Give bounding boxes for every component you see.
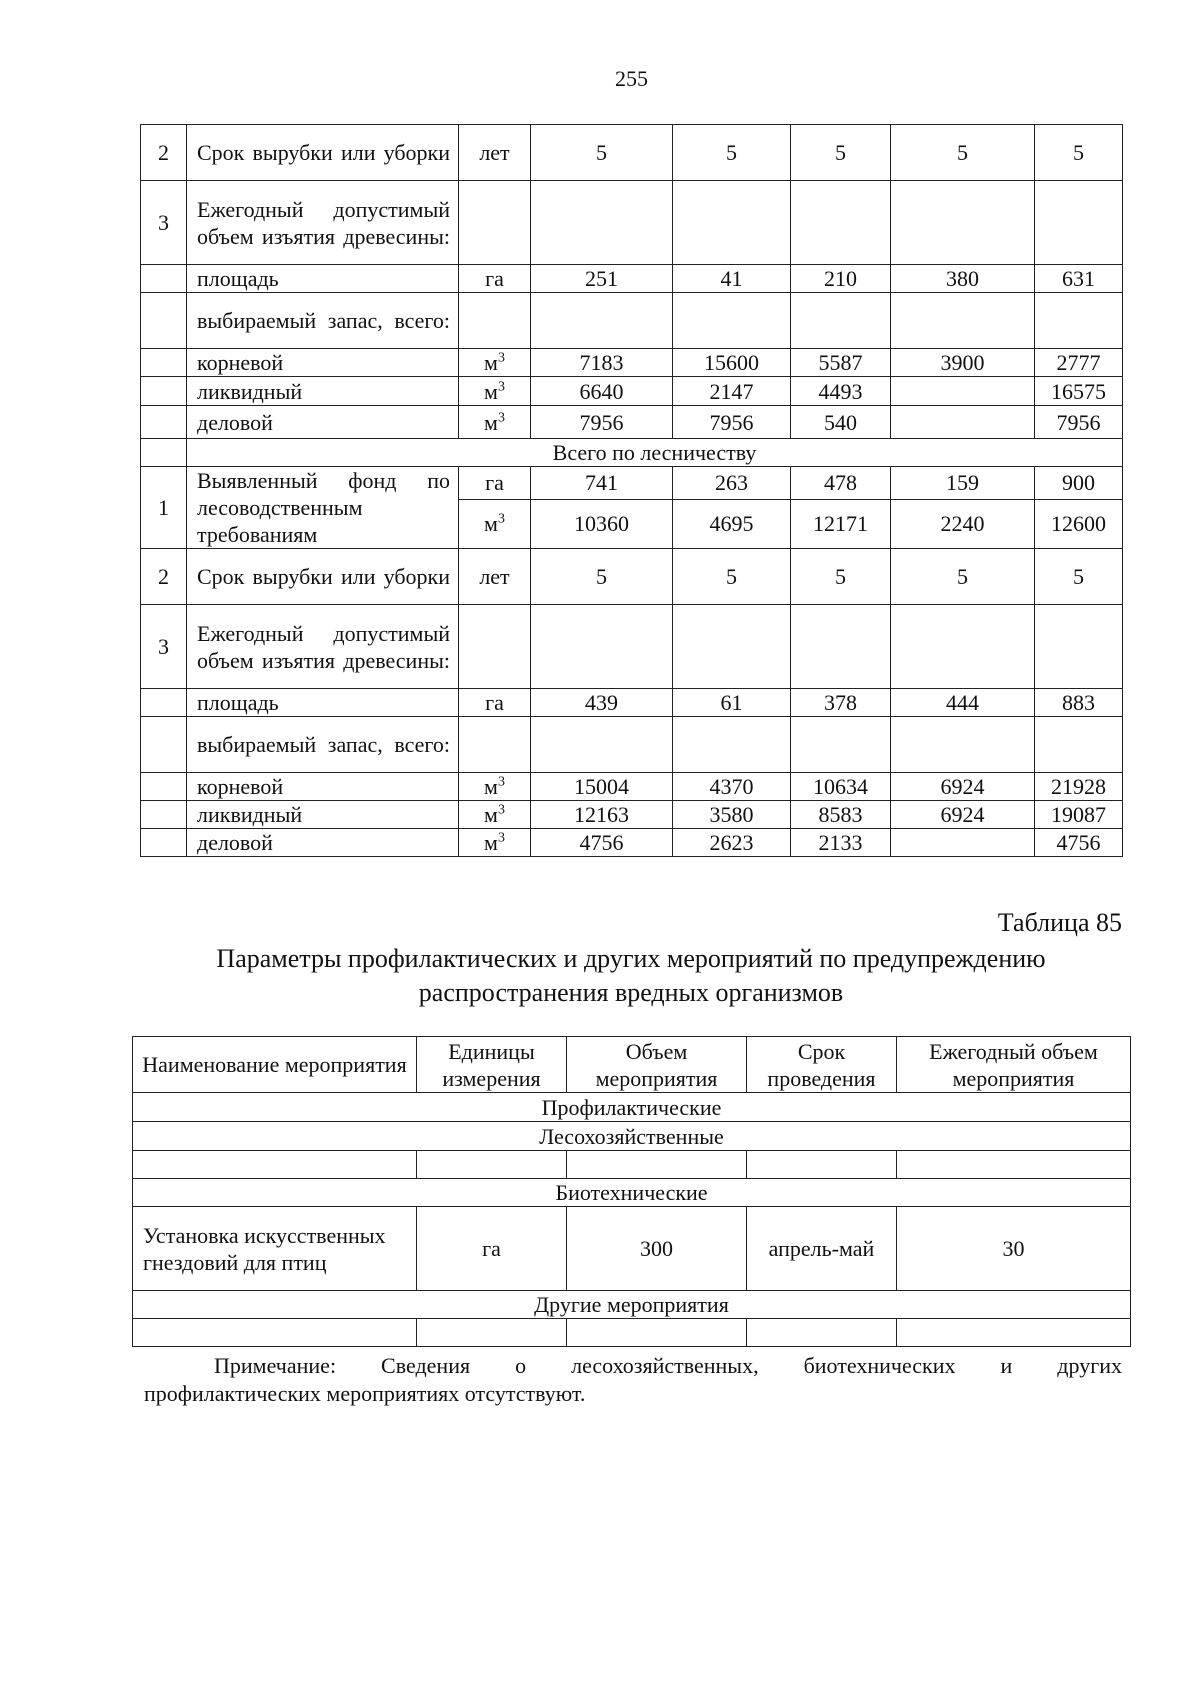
unit-cell <box>459 349 531 377</box>
row-number <box>141 377 187 406</box>
row-label: Ежегодный допустимый объем изъятия древесины: <box>187 181 459 265</box>
section-row <box>133 1093 1131 1122</box>
value-cell: 6924 <box>891 773 1035 801</box>
unit-superscript: 3 <box>497 830 505 846</box>
section-forestry: Лесохозяйственные <box>133 1122 1131 1151</box>
value-cell: 4370 <box>673 773 791 801</box>
header-cell-name: Наименование мероприятия <box>133 1037 417 1093</box>
value-cell <box>791 293 891 349</box>
row-number <box>141 801 187 829</box>
unit-superscript: 3 <box>497 350 505 366</box>
unit-text: м <box>484 802 498 827</box>
value-cell: 61 <box>673 689 791 717</box>
empty-cell <box>133 1151 417 1179</box>
section-profilactic: Профилактические <box>133 1093 1131 1122</box>
table-caption: Таблица 85 <box>997 908 1122 937</box>
value-cell: 12163 <box>531 801 673 829</box>
section-row <box>133 1291 1131 1319</box>
value-cell: 4756 <box>1035 829 1123 857</box>
row-label: выбираемый запас, всего: <box>187 717 459 773</box>
row-number: 2 <box>141 125 187 181</box>
empty-row <box>133 1319 1131 1347</box>
data-row <box>141 467 1123 500</box>
value-cell: 2240 <box>891 499 1035 548</box>
value-cell <box>673 717 791 773</box>
row-number: 3 <box>141 605 187 689</box>
value-cell <box>891 181 1035 265</box>
empty-cell <box>897 1151 1131 1179</box>
unit-cell <box>459 293 531 349</box>
value-cell: 251 <box>531 265 673 293</box>
unit-text: м <box>484 409 498 435</box>
value-cell: 2133 <box>791 829 891 857</box>
value-cell <box>891 605 1035 689</box>
value-cell: 2147 <box>673 377 791 406</box>
unit-cell: га <box>459 467 531 500</box>
value-cell: 15600 <box>673 349 791 377</box>
value-cell: 378 <box>791 689 891 717</box>
value-cell: 3900 <box>891 349 1035 377</box>
empty-cell <box>417 1319 567 1347</box>
empty-cell <box>747 1151 897 1179</box>
unit-cell <box>459 717 531 773</box>
unit-cell <box>459 499 531 548</box>
data-row <box>141 549 1123 605</box>
value-cell: 5 <box>673 125 791 181</box>
forest-volume-table <box>140 124 1123 857</box>
unit-superscript: 3 <box>497 802 505 818</box>
section-title: Всего по лесничеству <box>187 439 1123 467</box>
value-cell: 5 <box>791 549 891 605</box>
row-number <box>141 406 187 439</box>
row-number: 1 <box>141 467 187 549</box>
value-cell: 444 <box>891 689 1035 717</box>
unit-cell: лет <box>459 125 531 181</box>
row-label: ликвидный <box>187 801 459 829</box>
empty-cell <box>897 1319 1131 1347</box>
value-cell: 380 <box>891 265 1035 293</box>
empty-cell <box>567 1319 747 1347</box>
value-cell: 5 <box>891 549 1035 605</box>
measure-annual: 30 <box>897 1207 1131 1291</box>
unit-cell <box>459 773 531 801</box>
row-label: корневой <box>187 349 459 377</box>
value-cell: 2623 <box>673 829 791 857</box>
section-row <box>133 1179 1131 1207</box>
row-label: деловой <box>187 406 459 439</box>
value-cell: 263 <box>673 467 791 500</box>
unit-cell <box>459 377 531 406</box>
header-cell-annual: Ежегодный объем мероприятия <box>897 1037 1131 1093</box>
note-line-1: Примечание: Сведения о лесохозяйственных, биотехнических и других <box>214 1353 1122 1378</box>
measure-period: апрель-май <box>747 1207 897 1291</box>
row-number <box>141 265 187 293</box>
value-cell: 21928 <box>1035 773 1123 801</box>
value-cell: 439 <box>531 689 673 717</box>
unit-cell: га <box>459 265 531 293</box>
value-cell: 2777 <box>1035 349 1123 377</box>
value-cell <box>673 181 791 265</box>
unit-cell <box>459 801 531 829</box>
value-cell: 12600 <box>1035 499 1123 548</box>
empty-cell <box>417 1151 567 1179</box>
unit-superscript: 3 <box>497 379 505 395</box>
table-title: Параметры профилактических и других мероприятий по предупреждению распространения вредных организмов <box>216 944 1046 1007</box>
value-cell: 7956 <box>531 406 673 439</box>
value-cell <box>1035 717 1123 773</box>
row-label: площадь <box>187 265 459 293</box>
header-cell-unit: Единицы измерения <box>417 1037 567 1093</box>
data-row <box>141 829 1123 857</box>
empty-cell <box>747 1319 897 1347</box>
value-cell: 159 <box>891 467 1035 500</box>
header-row <box>133 1037 1131 1093</box>
value-cell <box>791 181 891 265</box>
value-cell: 6924 <box>891 801 1035 829</box>
unit-superscript: 3 <box>497 774 505 790</box>
row-number: 3 <box>141 181 187 265</box>
value-cell <box>791 717 891 773</box>
measure-volume: 300 <box>567 1207 747 1291</box>
value-cell: 540 <box>791 406 891 439</box>
measure-unit: га <box>417 1207 567 1291</box>
value-cell: 5 <box>1035 125 1123 181</box>
unit-superscript: 3 <box>497 410 505 426</box>
value-cell <box>531 605 673 689</box>
section-row <box>141 439 1123 467</box>
data-row <box>141 717 1123 773</box>
page-number: 255 <box>615 66 648 91</box>
unit-superscript: 3 <box>497 512 505 528</box>
value-cell: 19087 <box>1035 801 1123 829</box>
value-cell: 15004 <box>531 773 673 801</box>
value-cell <box>531 293 673 349</box>
measures-table <box>132 1036 1131 1347</box>
value-cell: 5587 <box>791 349 891 377</box>
value-cell <box>891 829 1035 857</box>
value-cell: 6640 <box>531 377 673 406</box>
unit-cell <box>459 605 531 689</box>
row-label: ликвидный <box>187 377 459 406</box>
value-cell <box>1035 181 1123 265</box>
row-label: корневой <box>187 773 459 801</box>
header-cell-volume: Объем мероприятия <box>567 1037 747 1093</box>
unit-cell: лет <box>459 549 531 605</box>
value-cell <box>531 181 673 265</box>
unit-cell <box>459 829 531 857</box>
row-label: Выявленный фонд по лесоводственным требованиям <box>187 467 459 549</box>
empty-cell <box>141 439 187 467</box>
empty-row <box>133 1151 1131 1179</box>
value-cell: 741 <box>531 467 673 500</box>
section-biotech: Биотехнические <box>133 1179 1131 1207</box>
value-cell: 210 <box>791 265 891 293</box>
section-row <box>133 1122 1131 1151</box>
row-number <box>141 689 187 717</box>
data-row <box>141 181 1123 265</box>
row-number: 2 <box>141 549 187 605</box>
unit-cell: га <box>459 689 531 717</box>
value-cell <box>673 293 791 349</box>
data-row <box>141 377 1123 406</box>
value-cell: 631 <box>1035 265 1123 293</box>
row-label: выбираемый запас, всего: <box>187 293 459 349</box>
data-row <box>141 349 1123 377</box>
row-number <box>141 773 187 801</box>
value-cell <box>531 717 673 773</box>
value-cell: 900 <box>1035 467 1123 500</box>
value-cell: 5 <box>791 125 891 181</box>
value-cell <box>891 293 1035 349</box>
value-cell: 478 <box>791 467 891 500</box>
empty-cell <box>133 1319 417 1347</box>
value-cell: 7956 <box>673 406 791 439</box>
value-cell <box>673 605 791 689</box>
value-cell <box>1035 605 1123 689</box>
row-label: площадь <box>187 689 459 717</box>
value-cell: 10360 <box>531 499 673 548</box>
value-cell <box>891 406 1035 439</box>
table-note <box>144 1352 1122 1408</box>
value-cell: 12171 <box>791 499 891 548</box>
row-number <box>141 829 187 857</box>
data-row <box>141 265 1123 293</box>
value-cell: 7956 <box>1035 406 1123 439</box>
value-cell: 8583 <box>791 801 891 829</box>
row-label: Ежегодный допустимый объем изъятия древесины: <box>187 605 459 689</box>
value-cell: 883 <box>1035 689 1123 717</box>
unit-text: м <box>484 511 498 537</box>
measure-name: Установка искусственных гнездовий для птиц <box>133 1207 417 1291</box>
value-cell: 5 <box>1035 549 1123 605</box>
data-row <box>141 125 1123 181</box>
header-cell-period: Срок проведения <box>747 1037 897 1093</box>
data-row <box>133 1207 1131 1291</box>
data-row <box>141 773 1123 801</box>
value-cell: 5 <box>673 549 791 605</box>
unit-cell <box>459 406 531 439</box>
value-cell: 5 <box>531 549 673 605</box>
value-cell: 16575 <box>1035 377 1123 406</box>
value-cell <box>1035 293 1123 349</box>
section-other: Другие мероприятия <box>133 1291 1131 1319</box>
unit-text: м <box>484 378 498 404</box>
row-label: Срок вырубки или уборки <box>187 549 459 605</box>
data-row <box>141 293 1123 349</box>
value-cell: 3580 <box>673 801 791 829</box>
data-row <box>141 605 1123 689</box>
value-cell: 7183 <box>531 349 673 377</box>
data-row <box>141 801 1123 829</box>
value-cell: 5 <box>531 125 673 181</box>
row-number <box>141 349 187 377</box>
value-cell <box>891 717 1035 773</box>
value-cell: 10634 <box>791 773 891 801</box>
row-label: деловой <box>187 829 459 857</box>
value-cell <box>791 605 891 689</box>
value-cell: 41 <box>673 265 791 293</box>
row-number <box>141 717 187 773</box>
unit-cell <box>459 181 531 265</box>
empty-cell <box>567 1151 747 1179</box>
data-row <box>141 406 1123 439</box>
row-label: Срок вырубки или уборки <box>187 125 459 181</box>
value-cell: 4756 <box>531 829 673 857</box>
value-cell: 4493 <box>791 377 891 406</box>
unit-text: м <box>484 350 498 375</box>
data-row <box>141 689 1123 717</box>
unit-text: м <box>484 830 498 855</box>
unit-text: м <box>484 774 498 799</box>
row-number <box>141 293 187 349</box>
value-cell: 4695 <box>673 499 791 548</box>
note-line-2: профилактических мероприятиях отсутствуют. <box>144 1381 586 1406</box>
value-cell <box>891 377 1035 406</box>
value-cell: 5 <box>891 125 1035 181</box>
